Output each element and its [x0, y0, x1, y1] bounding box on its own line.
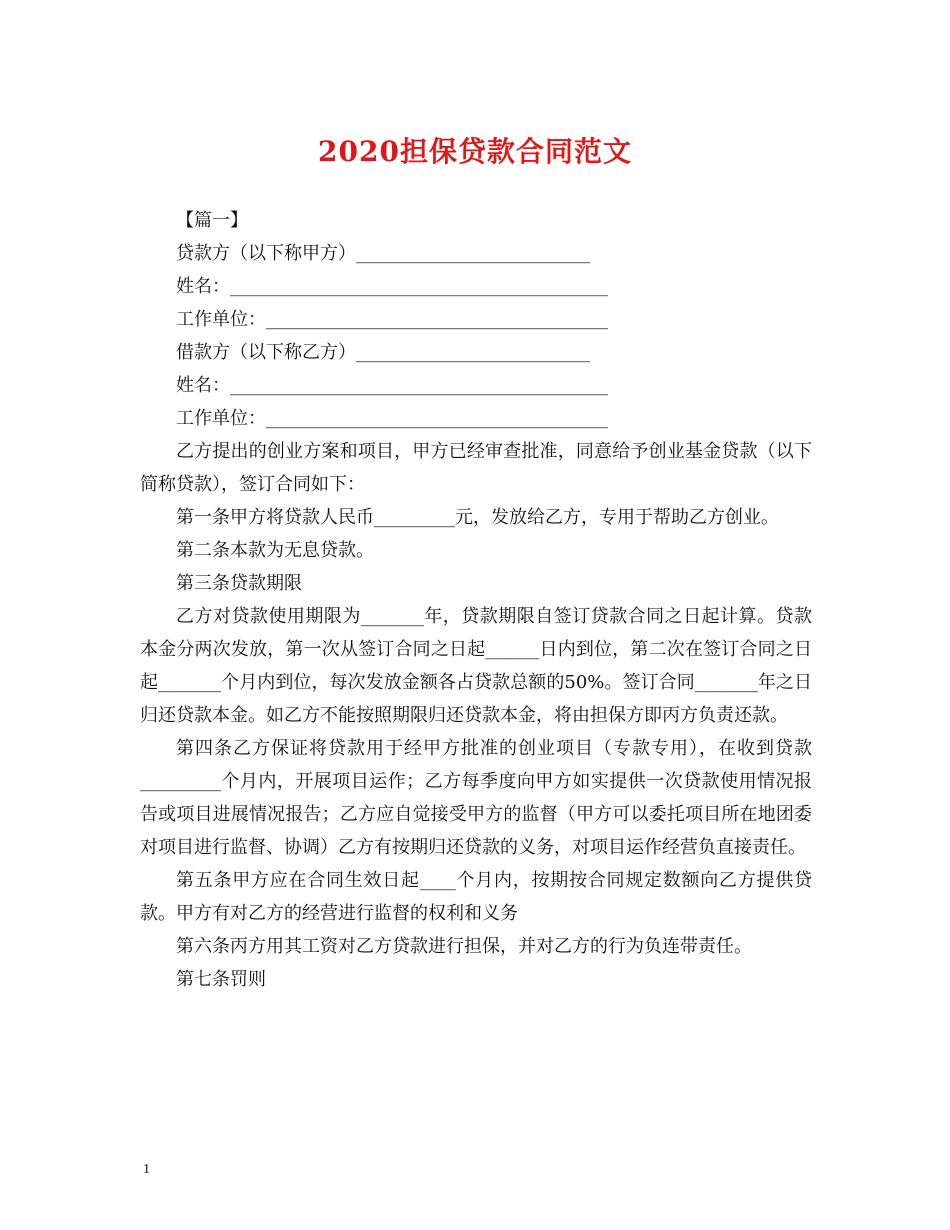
section-heading: 【篇一】	[176, 210, 248, 231]
party-line-borrower-workplace: 工作单位：______________________________________	[176, 408, 608, 429]
paragraph-article-4: 第四条乙方保证将贷款用于经甲方批准的创业项目（专款专用），在收到贷款_________个月内，开展项目运作；乙方每季度向甲方如实提供一次贷款使用情况报告或项目进展情况报告；乙方应自觉接受甲方的监督（甲方可以委托项目所在地团委对项目进行监督、协调）乙方有按期归还贷款的义务，对项目运作经营负直接责任。	[140, 738, 812, 858]
paragraph-article-1: 第一条甲方将贷款人民币_________元，发放给乙方，专用于帮助乙方创业。	[176, 507, 779, 528]
paragraph-article-6: 第六条丙方用其工资对乙方贷款进行担保，并对乙方的行为负连带责任。	[176, 936, 752, 957]
paragraph-intro: 乙方提出的创业方案和项目，甲方已经审查批准，同意给予创业基金贷款（以下简称贷款），签订合同如下：	[140, 441, 812, 495]
party-line-lender-workplace: 工作单位：______________________________________	[176, 309, 608, 330]
paragraph-article-3-heading: 第三条贷款期限	[176, 573, 302, 594]
party-line-lender-name: 姓名：__________________________________________	[176, 276, 608, 297]
paragraph-article-5: 第五条甲方应在合同生效日起____个月内，按期按合同规定数额向乙方提供贷款。甲方有对乙方的经营进行监督的权利和义务	[140, 870, 812, 924]
paragraph-article-2: 第二条本款为无息贷款。	[176, 540, 374, 561]
party-line-lender: 贷款方（以下称甲方）__________________________	[176, 243, 590, 264]
document-title: 2020担保贷款合同范文	[318, 135, 632, 168]
paragraph-article-7: 第七条罚则	[176, 969, 266, 990]
document-body	[140, 204, 812, 996]
page-number: 1	[143, 1162, 150, 1177]
party-line-borrower: 借款方（以下称乙方）__________________________	[176, 342, 590, 363]
party-line-borrower-name: 姓名：__________________________________________	[176, 375, 608, 396]
paragraph-article-3-body: 乙方对贷款使用期限为_______年，贷款期限自签订贷款合同之日起计算。贷款本金分两次发放，第一次从签订合同之日起______日内到位，第二次在签订合同之日起_______个月内到位，每次发放金额各占贷款总额的50%。签订合同_______年之日归还贷款本金。如乙方不能按照期限归还贷款本金，将由担保方即丙方负责还款。	[140, 606, 812, 726]
